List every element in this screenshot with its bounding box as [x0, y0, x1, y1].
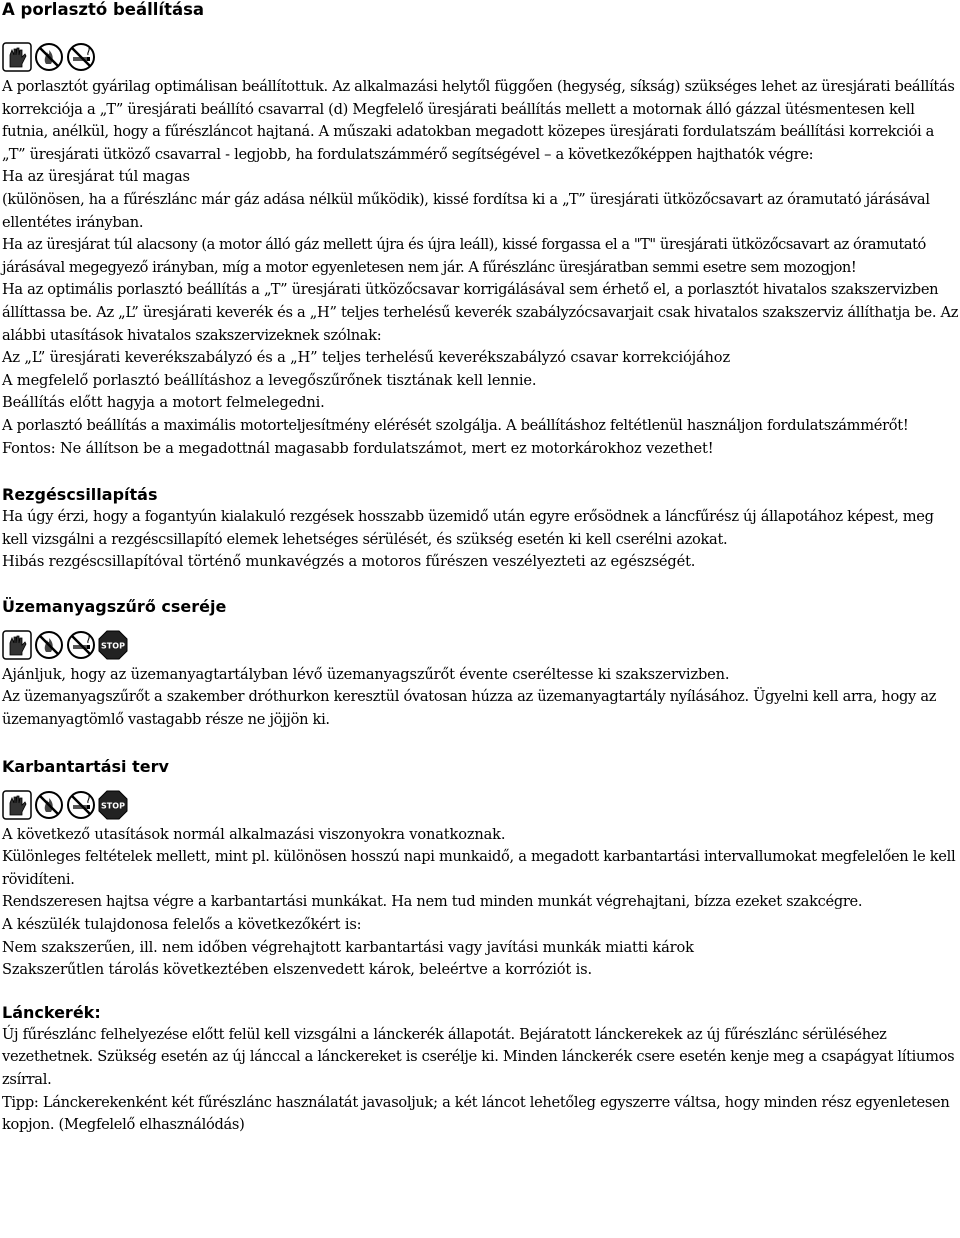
- paragraph: A porlasztó beállítás a maximális motorteljesítmény elérését szolgálja. A beállításhoz feltétlenül használjon fordulatszámmérőt!: [2, 416, 909, 434]
- document-body: [2, 0, 960, 1137]
- paragraph: Szakszerűtlen tárolás következtében elszenvedett károk, beleértve a korróziót is.: [2, 961, 592, 979]
- stop-sign-icon: [98, 630, 128, 660]
- paragraph: (különösen, ha a fűrészlánc már gáz adása nélkül működik), kissé fordítsa ki a „T” üresjárati ütközőcsavart az óramutató járásával ellentétes irányban.: [2, 190, 930, 231]
- paragraph: Új fűrészlánc felhelyezése előtt felül kell vizsgálni a lánckerék állapotát. Bejáratott lánckerekek az új fűrészlánc sérüléséhez vezethetnek. Szükség esetén az új lánccal a lánckereket is cserélje ki. Minden lánckerék csere esetén kenje meg a csapágyat lítiumos zsírral.: [2, 1025, 955, 1088]
- paragraph: Beállítás előtt hagyja a motort felmelegedni.: [2, 394, 325, 412]
- paragraph: Rendszeresen hajtsa végre a karbantartási munkákat. Ha nem tud minden munkát végrehajtani, bízza ezeket szakcégre.: [2, 893, 863, 911]
- safety-icons-row-3: [2, 790, 960, 820]
- safety-icons-row-2: [2, 630, 960, 660]
- paragraph: Különleges feltételek mellett, mint pl. különösen hosszú napi munkaidő, a megadott karbantartási intervallumokat megfelelően le kell rövidíteni.: [2, 848, 956, 888]
- paragraph: Fontos: Ne állítson be a megadottnál magasabb fordulatszámot, mert ez motorkárokhoz vezethet!: [2, 439, 714, 457]
- heading-lanckerek: Lánckerék:: [2, 1002, 101, 1022]
- glove-icon: [2, 630, 32, 660]
- no-fire-icon: [34, 790, 64, 820]
- heading-karbantartas: Karbantartási terv: [2, 756, 169, 776]
- heading-porlaszto: A porlasztó beállítása: [2, 0, 205, 19]
- paragraph: Ha az optimális porlasztó beállítás a „T” üresjárati ütközőcsavar korrigálásával sem érhető el, a porlasztót hivatalos szakszervizben állíttassa be. Az „L” üresjárati keverék és a „H” teljes terhelésű keverék szabályzócsavarjait csak hivatalos szakszerviz állíthatja be. Az alábbi utasítások hivatalos szakszervizeknek szólnak:: [2, 281, 959, 344]
- paragraph: Tipp: Lánckerekenként két fűrészlánc használatát javasoljuk; a két láncot lehetőleg egyszerre váltsa, hogy minden rész egyenletesen kopjon. (Megfelelő elhasználódás): [2, 1093, 950, 1134]
- paragraph: Ajánljuk, hogy az üzemanyagtartályban lévő üzemanyagszűrőt évente cseréltesse ki szakszervizben.: [2, 665, 730, 683]
- paragraph: Ha úgy érzi, hogy a fogantyún kialakuló rezgések hosszabb üzemidő után egyre erősödnek a láncfűrész új állapotához képest, meg kell vizsgálni a rezgéscsillapító elemek lehetséges sérülését, és szükség esetén ki kell cserélni azokat.: [2, 508, 934, 548]
- paragraph: Ha az üresjárat túl alacsony (a motor álló gáz mellett újra és újra leáll), kissé forgassa el a "T" üresjárati ütközőcsavart az óramutató járásával megegyező irányban, míg a motor egyenletesen nem jár. A fűrészlánc üresjáratban semmi esetre sem mozogjon!: [2, 236, 926, 276]
- heading-rezgescsillapitas: Rezgéscsillapítás: [2, 485, 158, 505]
- no-smoking-icon: [66, 42, 96, 72]
- safety-icons-row-1: [2, 42, 960, 72]
- paragraph: A következő utasítások normál alkalmazási viszonyokra vonatkoznak.: [2, 825, 506, 843]
- paragraph: Hibás rezgéscsillapítóval történő munkavégzés a motoros fűrészen veszélyezteti az egészségét.: [2, 553, 696, 571]
- paragraph: Az üzemanyagszűrőt a szakember dróthurkon keresztül óvatosan húzza az üzemanyagtartály nyílásához. Ügyelni kell arra, hogy az üzemanyagtömlő vastagabb része ne jöjjön ki.: [2, 688, 937, 729]
- stop-label: STOP: [101, 801, 125, 811]
- paragraph: Nem szakszerűen, ill. nem időben végrehajtott karbantartási vagy javítási munkák miatti károk: [2, 938, 694, 956]
- paragraph: Az „L” üresjárati keverékszabályzó és a „H” teljes terhelésű keverékszabályzó csavar korrekciójához: [2, 349, 730, 367]
- heading-uzemanyagszuro: Üzemanyagszűrő cseréje: [2, 596, 227, 616]
- paragraph: Ha az üresjárat túl magas: [2, 168, 190, 186]
- glove-icon: [2, 790, 32, 820]
- section-porlaszto: [2, 0, 960, 20]
- paragraph: A készülék tulajdonosa felelős a következőkért is:: [2, 916, 362, 934]
- no-smoking-icon: [66, 790, 96, 820]
- stop-sign-icon: [98, 790, 128, 820]
- glove-icon: [2, 42, 32, 72]
- no-fire-icon: [34, 42, 64, 72]
- paragraph: A porlasztót gyárilag optimálisan beállítottuk. Az alkalmazási helytől függően (hegység, síkság) szükséges lehet az üresjárati beállítás korrekciója a „T” üresjárati beállító csavarral (d) Megfelelő üresjárati beállítás mellett a motornak álló gázzal ütésmentesen kell futnia, anélkül, hogy a fűrészláncot hajtaná. A műszaki adatokban megadott közepes üresjárati fordulatszám beállítási korrekciói a „T” üresjárati ütköző csavarral - legjobb, ha fordulatszámmérő segítségével – a következőképpen hajthatók végre:: [2, 78, 955, 163]
- paragraph: A megfelelő porlasztó beállításhoz a levegőszűrőnek tisztának kell lennie.: [2, 371, 537, 389]
- no-fire-icon: [34, 630, 64, 660]
- no-smoking-icon: [66, 630, 96, 660]
- stop-label: STOP: [101, 641, 125, 651]
